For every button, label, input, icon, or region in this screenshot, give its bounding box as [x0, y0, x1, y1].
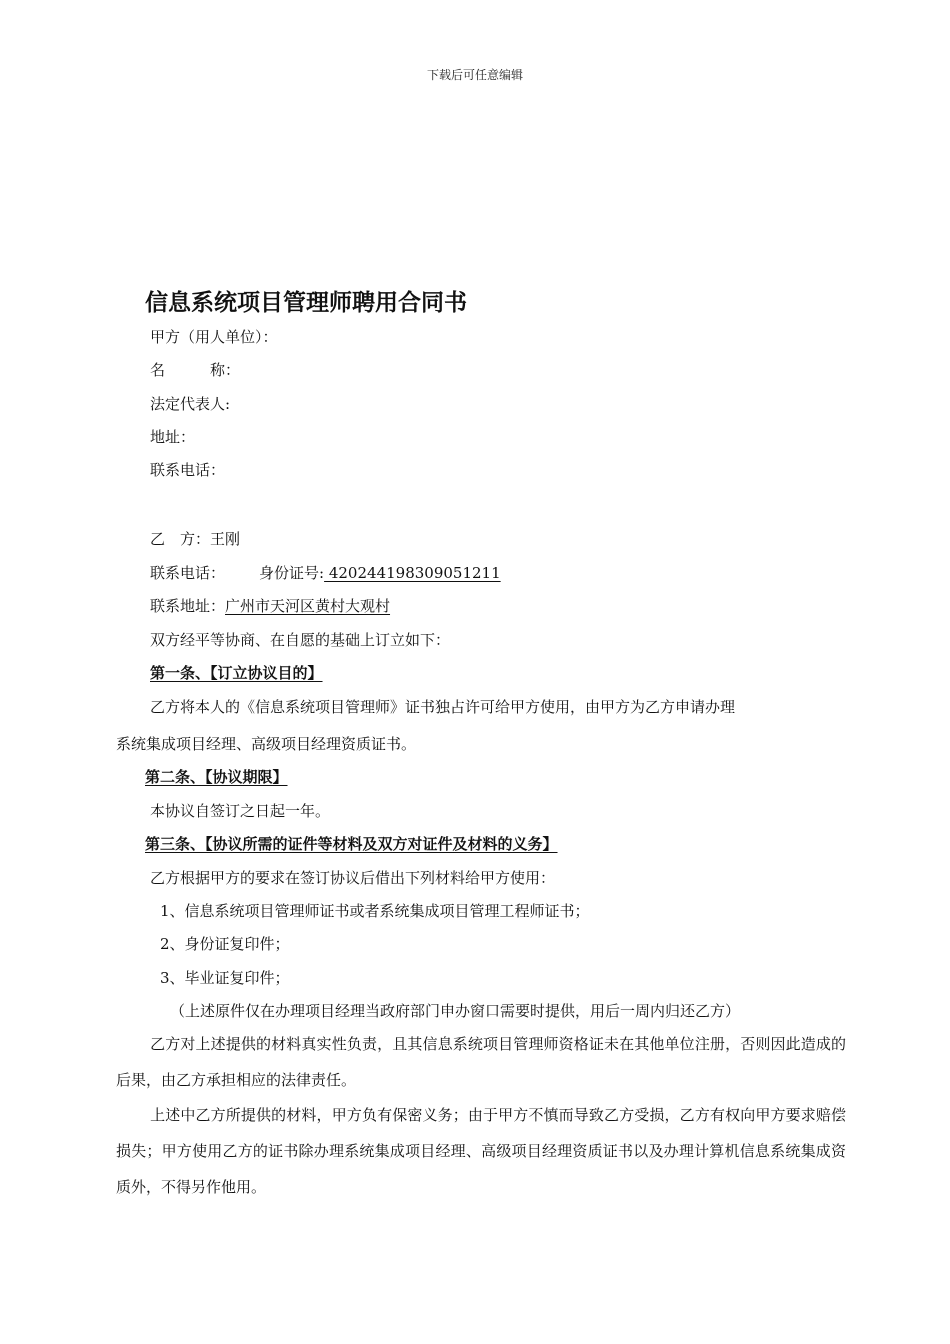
article3-para2-text: 上述中乙方所提供的材料，甲方负有保密义务；由于甲方不慎而导致乙方受损，乙方有权向甲方要求赔偿损失；甲方使用乙方的证书除办理系统集成项目经理、高级项目经理资质证书以及办理计算机信息系统集成资质外，不得另作他用。 — [116, 1106, 846, 1196]
article3-intro: 乙方根据甲方的要求在签订协议后借出下列材料给甲方使用： — [150, 869, 556, 887]
party-a-address-label: 地址： — [150, 428, 196, 446]
article1-line1: 乙方将本人的《信息系统项目管理师》证书独占许可给甲方使用，由甲方为乙方申请办理 — [150, 698, 736, 716]
party-a-legal-rep-label: 法定代表人: — [150, 395, 231, 413]
article3-item2: 2、身份证复印件； — [160, 935, 290, 953]
header-note: 下载后可任意编辑 — [426, 68, 523, 82]
article3-item3: 3、毕业证复印件； — [160, 969, 290, 987]
party-b-address-line — [150, 595, 390, 616]
preamble: 双方经平等协商、在自愿的基础上订立如下： — [150, 631, 451, 649]
party-a-heading: 甲方（用人单位）： — [150, 328, 278, 346]
party-b-contact-line — [150, 562, 501, 583]
article3-para1 — [116, 1026, 846, 1098]
party-b-phone-label: 联系电话： — [150, 564, 226, 582]
party-b-address-value: 广州市天河区黄村大观村 — [225, 597, 391, 615]
article3-para2 — [116, 1097, 846, 1205]
article1-line2: 系统集成项目经理、高级项目经理资质证书。 — [116, 735, 417, 753]
article3-note: （上述原件仅在办理项目经理当政府部门申办窗口需要时提供，用后一周内归还乙方） — [170, 1002, 741, 1020]
article3-heading: 第三条、【协议所需的证件等材料及双方对证件及材料的义务】 — [145, 835, 558, 853]
article2-text: 本协议自签订之日起一年。 — [150, 802, 331, 820]
party-b-id-label: 身份证号: — [259, 564, 325, 582]
party-b-id-value: 420244198309051211 — [324, 564, 501, 582]
document-title: 信息系统项目管理师聘用合同书 — [145, 290, 467, 316]
article1-heading: 第一条、【订立协议目的】 — [150, 664, 323, 682]
party-b-label: 乙 方：王刚 — [150, 530, 241, 548]
article3-para1-text: 乙方对上述提供的材料真实性负责，且其信息系统项目管理师资格证未在其他单位注册，否则因此造成的后果，由乙方承担相应的法律责任。 — [116, 1035, 846, 1089]
party-b-address-label: 联系地址： — [150, 597, 226, 615]
article3-item1: 1、信息系统项目管理师证书或者系统集成项目管理工程师证书； — [160, 902, 590, 920]
article2-heading: 第二条、【协议期限】 — [145, 768, 288, 786]
party-a-phone-label: 联系电话： — [150, 461, 226, 479]
party-a-name-label: 名 称： — [150, 361, 241, 379]
